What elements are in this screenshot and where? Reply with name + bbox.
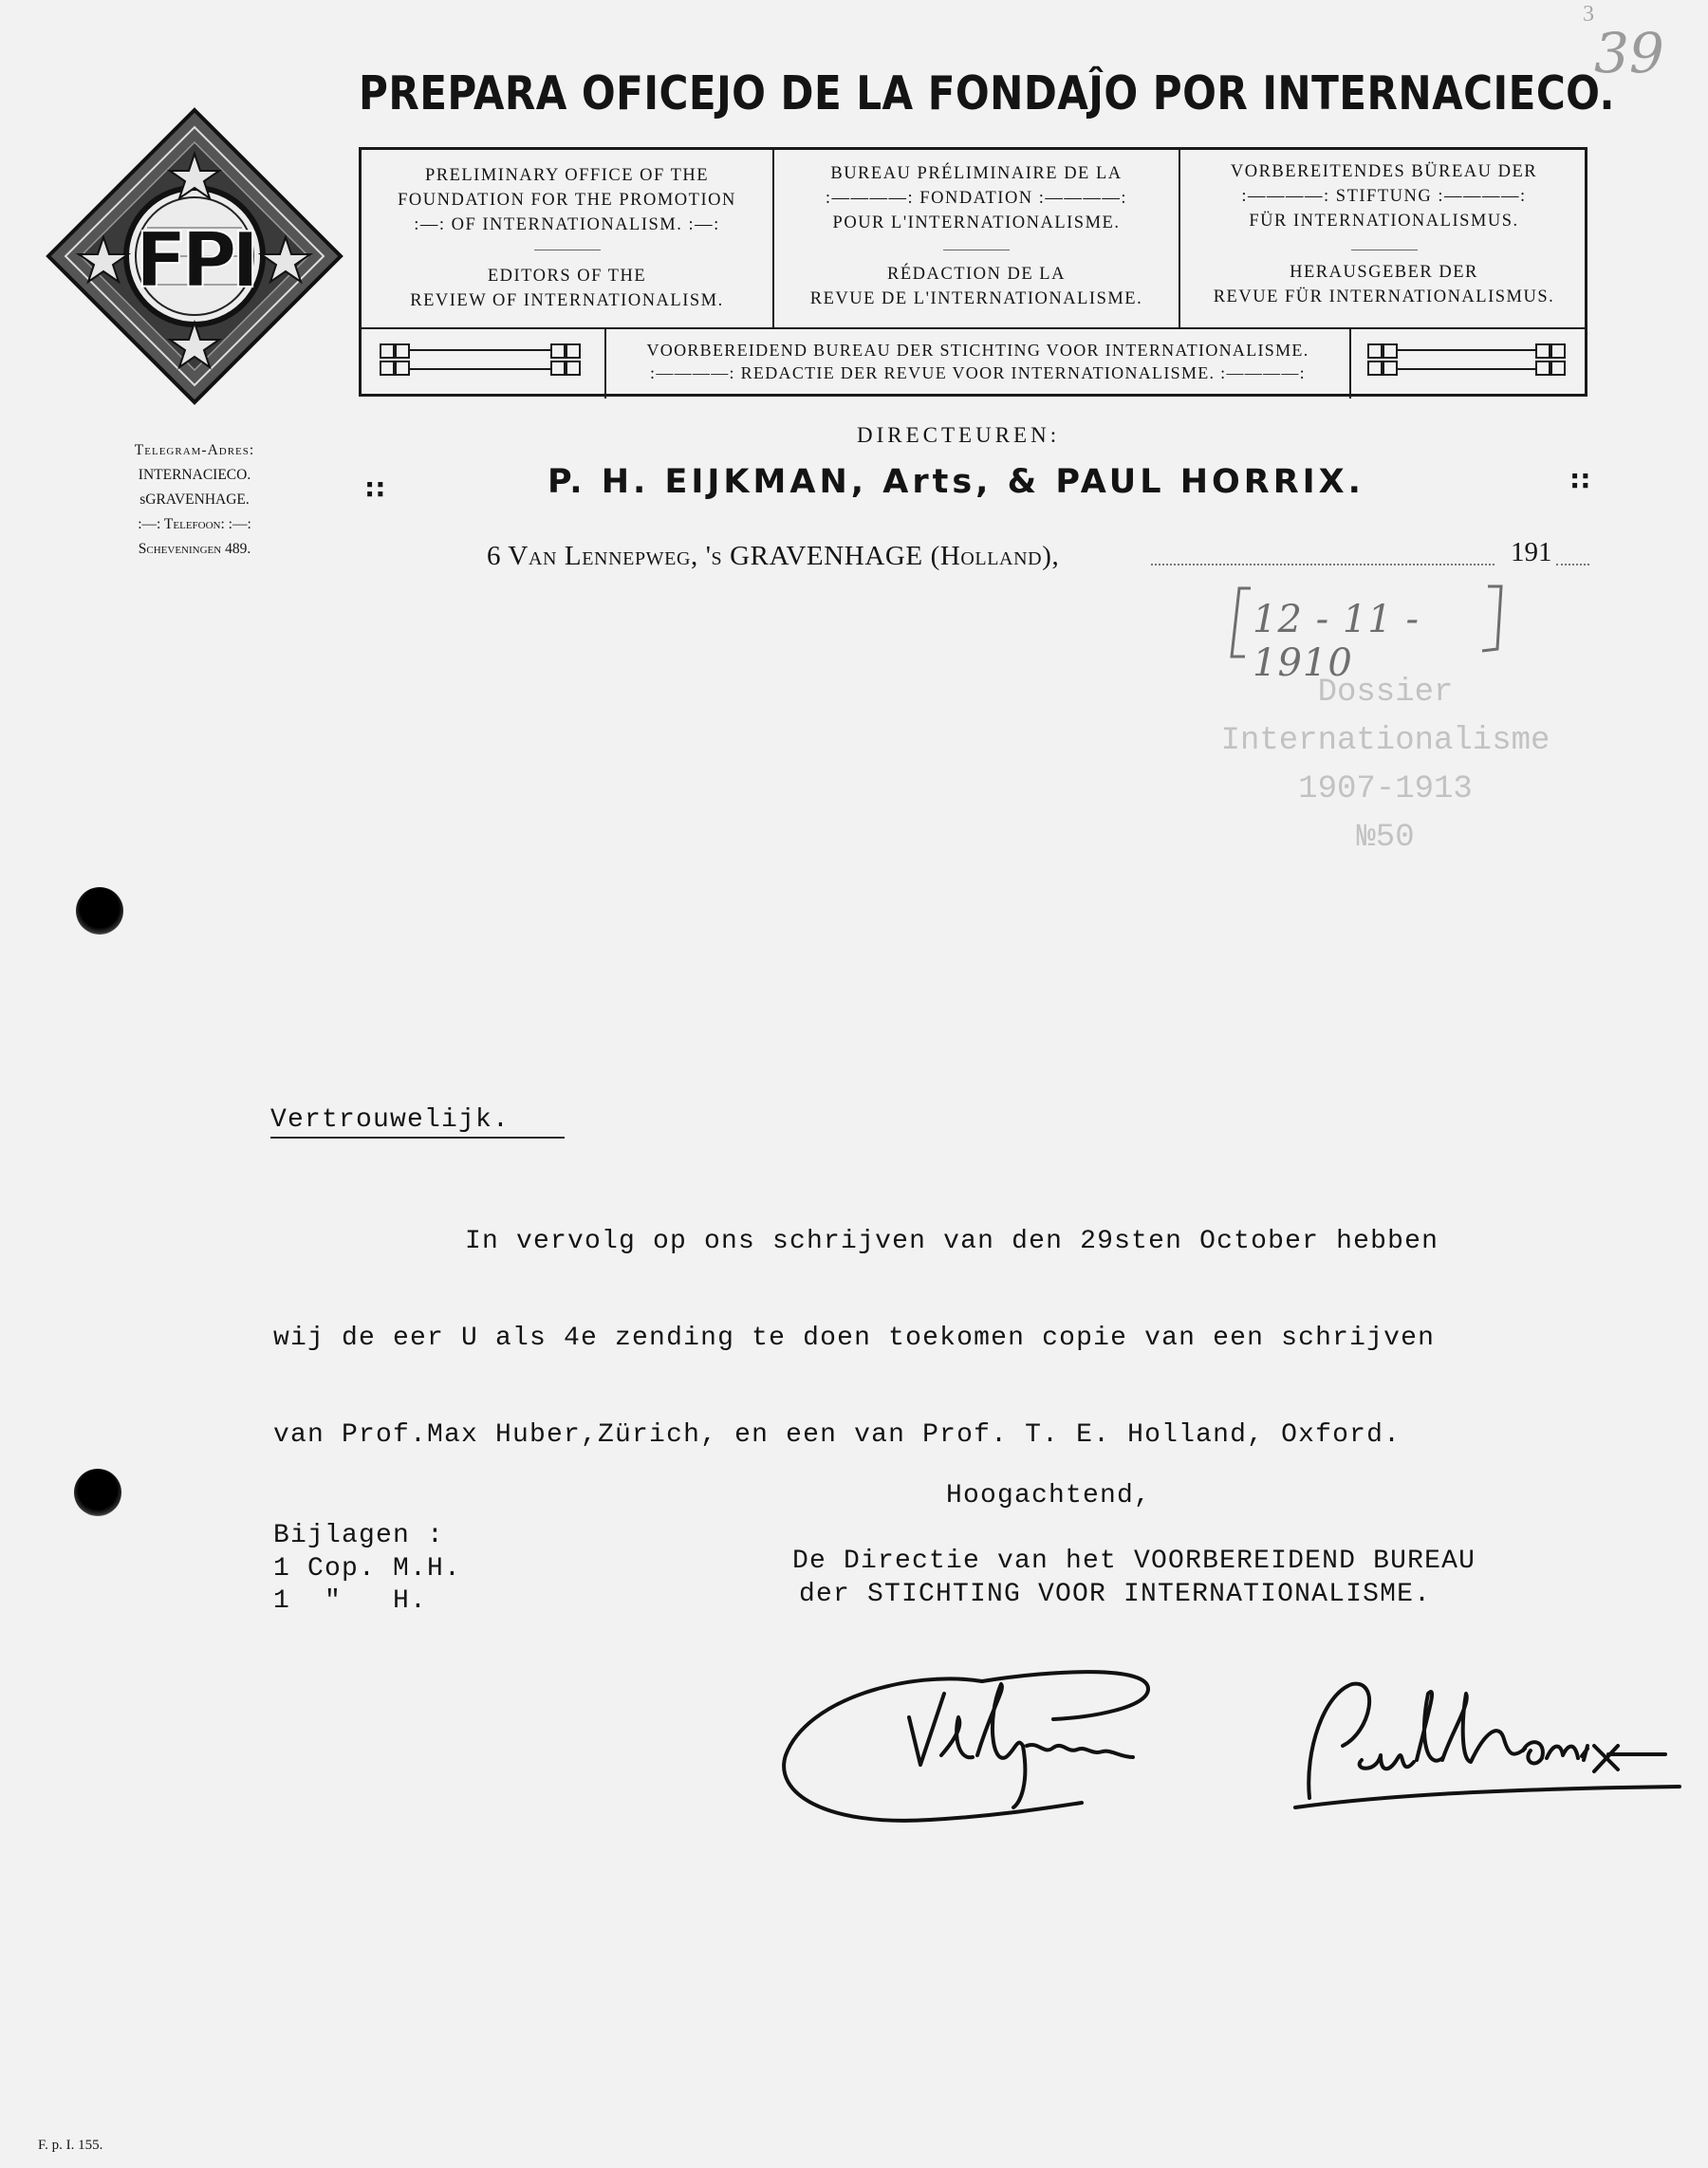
closing-salutation: Hoogachtend, <box>946 1481 1152 1510</box>
english-line-5: REVIEW OF INTERNATIONALISM. <box>410 291 724 310</box>
logo-letters: FPI <box>135 216 254 305</box>
handwritten-date-text: 12 - 11 - 1910 <box>1253 598 1420 685</box>
punch-hole <box>74 1469 121 1516</box>
dutch-row <box>362 327 1585 398</box>
german-line-4: HERAUSGEBER DER <box>1290 263 1478 282</box>
telegram-address-block <box>114 438 275 562</box>
form-code: F. p. I. 155. <box>38 2138 103 2153</box>
handwritten-date <box>1226 581 1511 685</box>
date-dotted-line-end <box>1556 564 1589 565</box>
english-line-1: PRELIMINARY OFFICE OF THE <box>424 166 710 185</box>
body-line-3: van Prof.Max Huber,Zürich, en een van Prof. T. E. Holland, Oxford. <box>273 1420 1402 1450</box>
german-line-5: REVUE FÜR INTERNATIONALISMUS. <box>1213 287 1555 306</box>
directors-ornament-left: :: <box>364 472 386 503</box>
body-line-1: In vervolg op ons schrijven van den 29sten October hebben <box>465 1227 1439 1256</box>
stamp-line-2: Internationalisme <box>1220 723 1550 759</box>
ornament-right <box>1349 329 1587 398</box>
english-line-3: :—: OF INTERNATIONALISM. :—: <box>414 215 720 234</box>
german-line-2: :————: STIFTUNG :————: <box>1241 187 1527 206</box>
stamp-line-4: №50 <box>1356 820 1415 856</box>
french-line-5: REVUE DE L'INTERNATIONALISME. <box>809 289 1143 308</box>
stamp-line-1: Dossier <box>1317 675 1454 711</box>
directors-label: DIRECTEUREN: <box>857 423 1061 447</box>
date-dotted-line <box>1151 564 1494 565</box>
enclosure-item-1: 1 Cop. M.H. <box>273 1554 462 1584</box>
english-line-2: FOUNDATION FOR THE PROMOTION <box>398 191 736 210</box>
signature-eijkman <box>769 1651 1243 1831</box>
french-line-4: RÉDACTION DE LA <box>887 265 1066 284</box>
archive-page-number: 39 <box>1594 21 1664 85</box>
french-line-3: POUR L'INTERNATIONALISME. <box>832 213 1121 232</box>
telegram-line-3: sGRAVENHAGE. <box>139 491 250 508</box>
sender-line-2: der STICHTING VOOR INTERNATIONALISME. <box>799 1580 1432 1609</box>
dutch-line-1: VOORBEREIDEND BUREAU DER STICHTING VOOR INTERNATIONALISME. <box>646 341 1309 360</box>
german-column <box>1180 150 1587 327</box>
year-prefix: 191 <box>1511 537 1552 567</box>
german-line-3: FÜR INTERNATIONALISMUS. <box>1249 212 1519 231</box>
letterhead-box <box>359 147 1587 397</box>
enclosures-label: Bijlagen : <box>273 1521 445 1550</box>
telegram-line-2: INTERNACIECO. <box>138 467 251 483</box>
french-line-2: :————: FONDATION :————: <box>825 189 1128 208</box>
ornament-right-icon <box>1351 329 1589 398</box>
directors-names: P. H. EIJKMAN, Arts, & PAUL HORRIX. <box>548 463 1365 501</box>
confidential-label: Vertrouwelijk. <box>270 1105 511 1135</box>
dutch-line-2: :————: REDACTIE DER REVUE VOOR INTERNATIONALISME. :————: <box>650 363 1306 382</box>
letterhead-title: PREPARA OFICEJO DE LA FONDAĴO POR INTERNACIECO. <box>359 66 1615 120</box>
signature-horrix <box>1286 1656 1684 1826</box>
stamp-line-3: 1907-1913 <box>1298 771 1473 807</box>
english-line-4: EDITORS OF THE <box>487 267 647 286</box>
telegram-line-1: Telegram-Adres: <box>134 442 255 458</box>
sender-line-1: De Directie van het VOORBEREIDEND BUREAU <box>792 1547 1476 1576</box>
french-column <box>774 150 1180 327</box>
ornament-left-icon <box>362 329 606 398</box>
english-column <box>362 150 774 327</box>
fpi-diamond-logo <box>43 104 346 408</box>
french-line-1: BUREAU PRÉLIMINAIRE DE LA <box>830 164 1123 183</box>
enclosure-item-2: 1 " H. <box>273 1586 428 1616</box>
telegram-line-5: Scheveningen 489. <box>138 541 251 557</box>
ornament-left <box>362 329 606 398</box>
archive-stamp <box>1205 669 1566 862</box>
confidential-underline <box>270 1137 565 1139</box>
directors-ornament-right: :: <box>1569 463 1591 494</box>
dutch-text <box>606 329 1349 398</box>
address-line: 6 Van Lennepweg, 's GRAVENHAGE (Holland), <box>487 541 1060 571</box>
punch-hole <box>76 887 123 935</box>
archive-page-number-top: 3 <box>1583 2 1594 27</box>
telegram-line-4: :—: Telefoon: :—: <box>138 516 251 532</box>
body-line-2: wij de eer U als 4e zending te doen toekomen copie van een schrijven <box>273 1324 1436 1353</box>
german-line-1: VORBEREITENDES BÜREAU DER <box>1230 162 1538 181</box>
